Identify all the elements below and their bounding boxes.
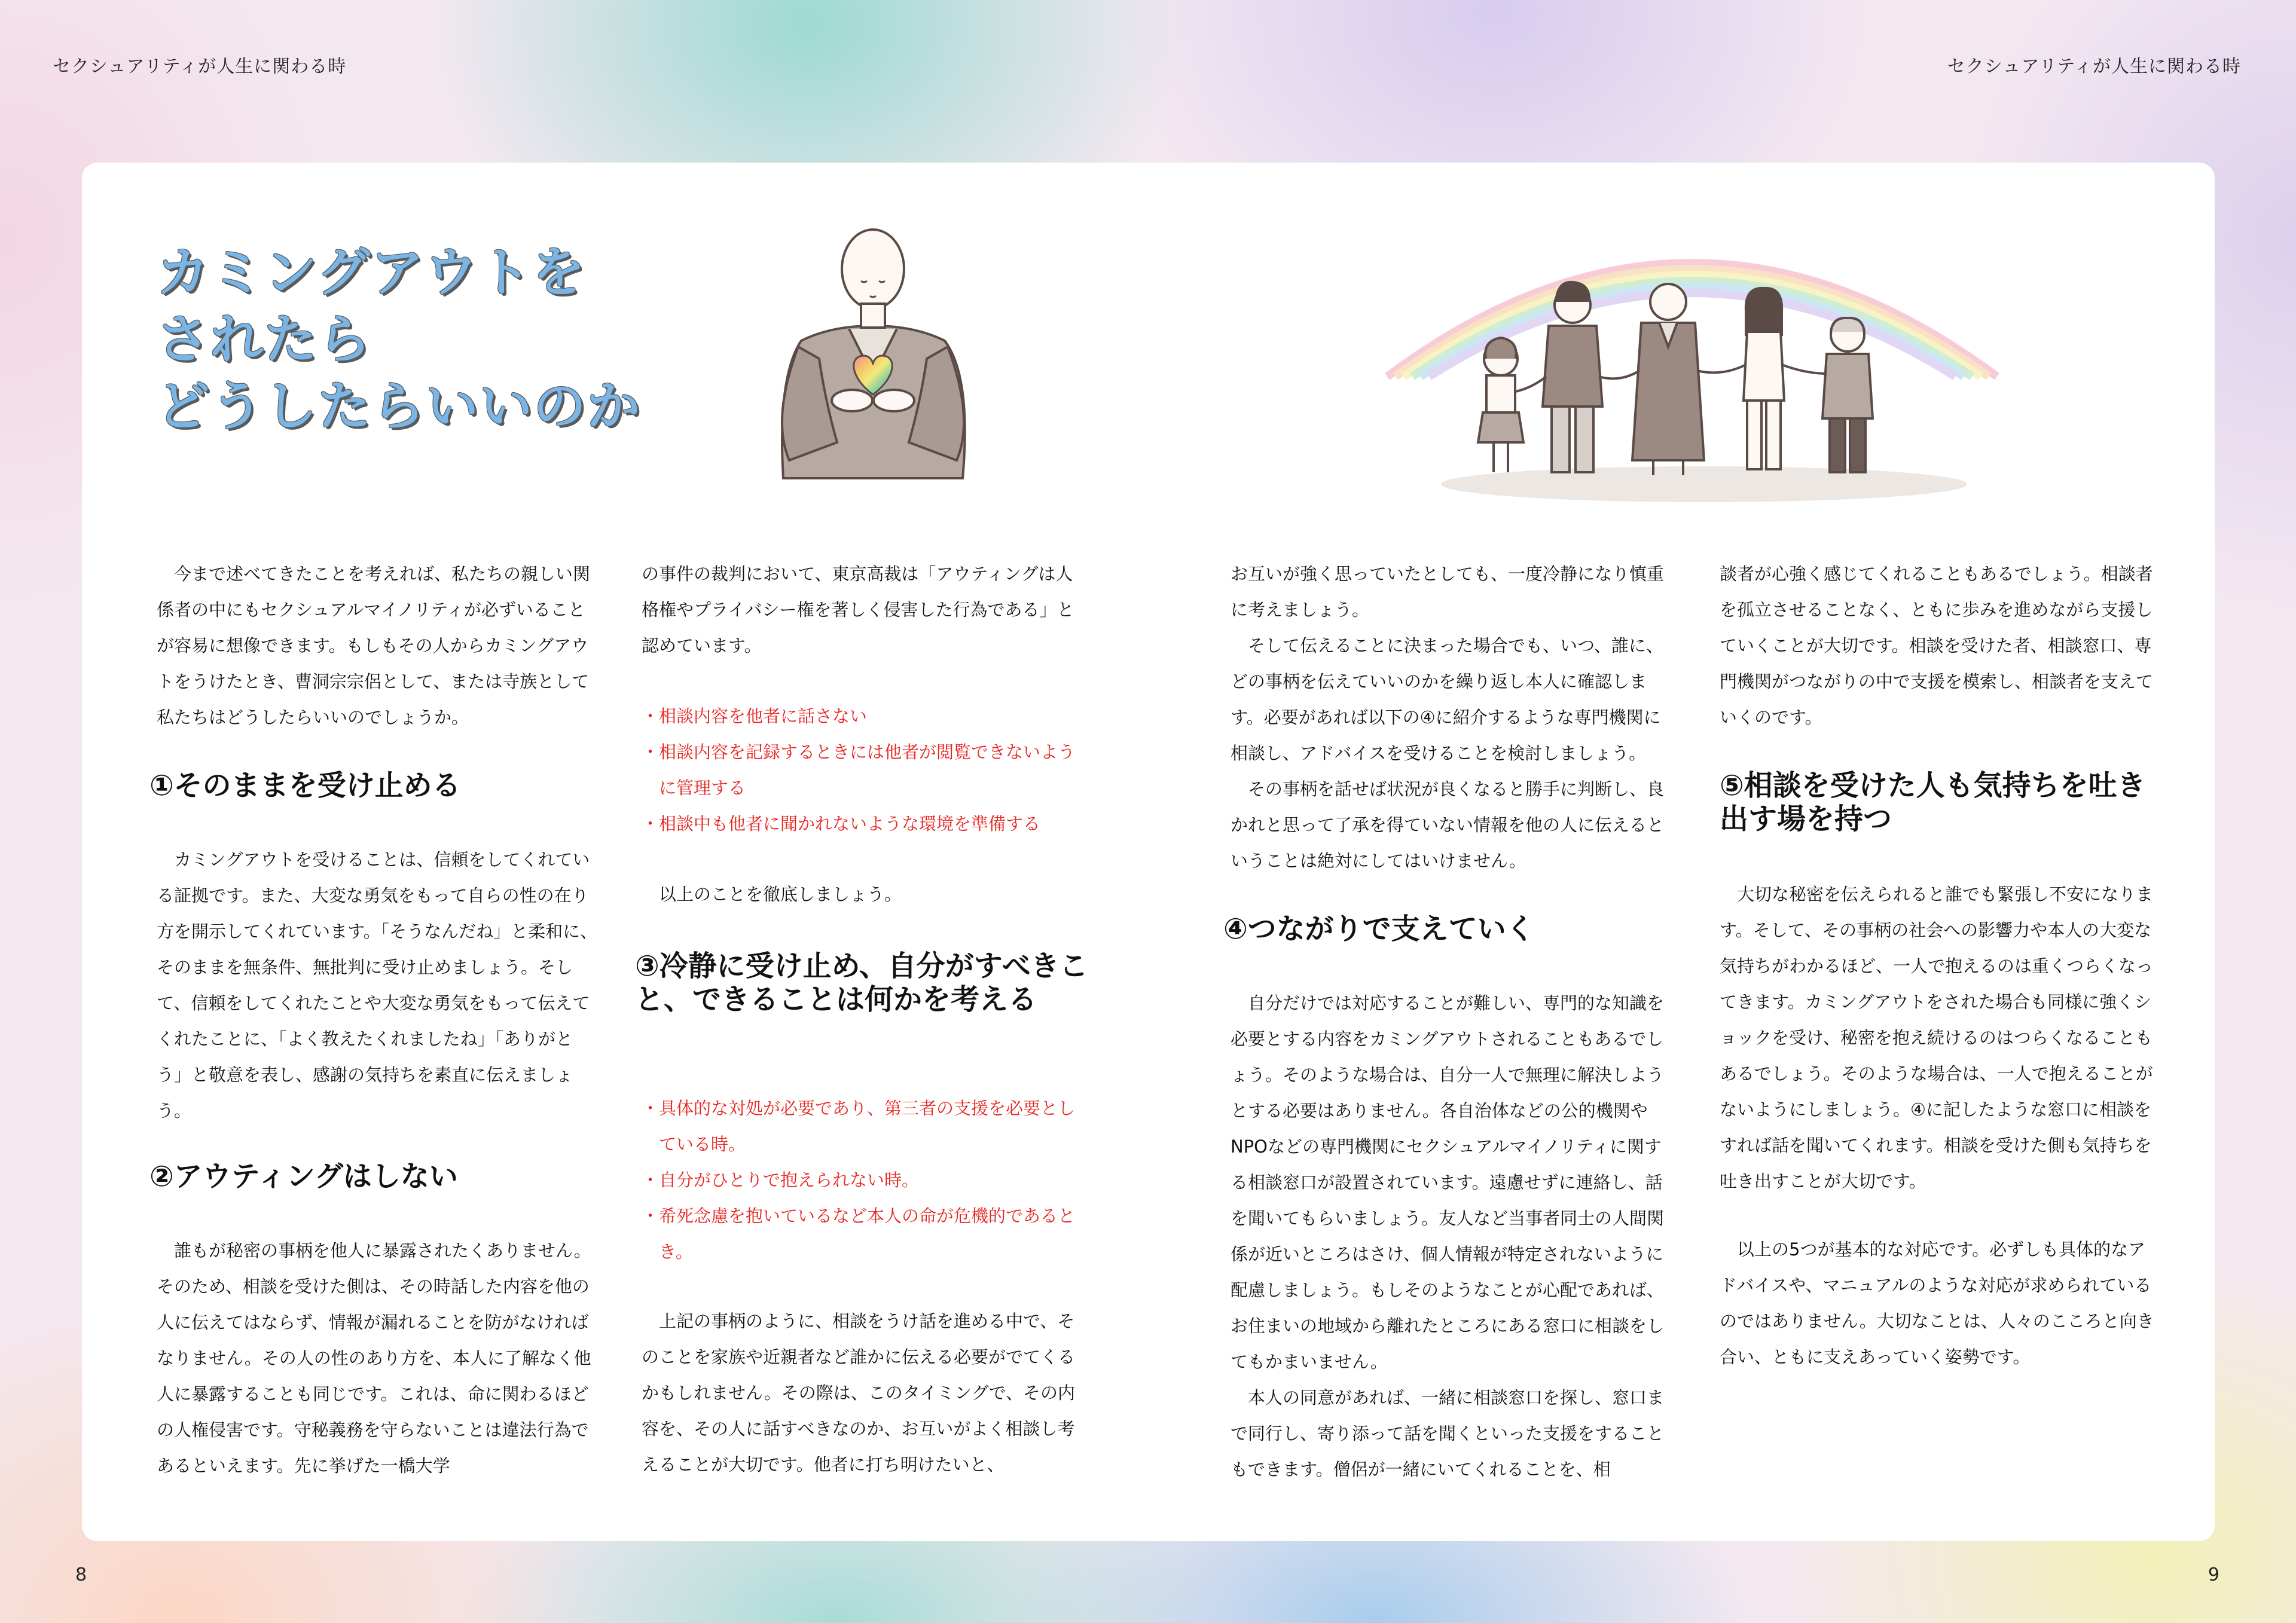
section-3-body-block — [642, 1303, 1083, 1483]
section-3-body-continued-1: お互いが強く思っていたとしても、一度冷静になり慎重に考えましょう。 — [1231, 564, 1665, 620]
situation-item: ・ 自分がひとりで抱えられない時。 — [642, 1162, 1083, 1198]
section-2-body-continued: の事件の裁判において、東京高裁は「アウティングは人格権やプライバシー権を著しく侵害した行為である」と認めています。 — [642, 564, 1074, 656]
section-3-heading: ③冷静に受け止め、自分がすべきこと、できることは何かを考える — [635, 949, 1088, 1016]
section-4-body-continued: 談者が心強く感じてくれることもあるでしょう。相談者を孤立させることなく、ともに歩みを進めながら支援していくことが大切です。相談を受けた者、相談窓口、専門機関がつながりの中で支援を模索し、相談者を支えていくのです。 — [1720, 564, 2154, 728]
section-5-heading: ⑤相談を受けた人も気持ちを吐き出す場を持つ — [1720, 769, 2146, 836]
section-4-continued-block — [1720, 556, 2161, 735]
section-5-closing-block — [1720, 1231, 2161, 1375]
section-4-body-block — [1231, 985, 1672, 1487]
section-1-body-block — [157, 842, 598, 1129]
section-2-heading: ②アウティングはしない — [149, 1160, 458, 1193]
section-1-body: カミングアウトを受けることは、信頼をしてくれている証拠です。また、大変な勇気をもって自らの性の在り方を開示してくれています。「そうなんだね」と柔和に、そのままを無条件、無批判に受け止めましょう。そして、信頼をしてくれたことや大変な勇気をもって伝えてくれたことに、「よく教えたくれましたね」「ありがとう」と敬意を表し、感謝の気持ちを素直に伝えましょう。 — [157, 849, 598, 1121]
section-2-closing: 以上のことを徹底しましょう。 — [659, 884, 902, 904]
section-3-body-continued-3: その事柄を話せば状況が良くなると勝手に判断し、良かれと思って了承を得ていない情報を他の人に伝えるということは絶対にしてはいけません。 — [1231, 779, 1665, 871]
section-4-heading: ④つながりで支えていく — [1223, 912, 1535, 946]
page-number-right: 9 — [2208, 1564, 2219, 1585]
column-1 — [157, 556, 598, 735]
caution-item: ・ 相談中も他者に聞かれないような環境を準備する — [642, 806, 1083, 842]
running-head-left: セクシュアリティが人生に関わる時 — [53, 56, 347, 77]
section-2-continued-block — [642, 556, 1083, 664]
section-2-body: 誰もが秘密の事柄を他人に暴露されたくありません。そのため、相談を受けた側は、その時話した内容を他の人に伝えてはならず、情報が漏れることを防がなければなりません。その人の性のあり方を、本人に了解なく他人に暴露することも同じです。これは、命に関わるほどの人権侵害です。守秘義務を守らないことは違法行為であるといえます。先に挙げた一橋大学 — [157, 1240, 591, 1476]
section-5-body-block — [1720, 876, 2161, 1199]
section-3-continued-block — [1231, 556, 1672, 879]
family-rainbow-illustration — [1369, 221, 2015, 508]
section-5-closing: 以上の5つが基本的な対応です。必ずしも具体的なアドバイスや、マニュアルのような対応が求められているのではありません。大切なことは、人々のこころと向き合い、ともに支えあっていく姿勢です。 — [1720, 1239, 2154, 1367]
section-3-body-continued-2: そして伝えることに決まった場合でも、いつ、誰に、どの事柄を伝えていいのかを繰り返し本人に確認します。必要があれば以下の④に紹介するような専門機関に相談し、アドバイスを受けることを検討しましょう。 — [1231, 635, 1663, 763]
page-title: カミングアウトを されたら どうしたらいいのか — [157, 242, 642, 437]
section-2-closing-block — [642, 876, 1083, 912]
section-3-situation-list — [642, 1090, 1083, 1270]
section-4-body-1: 自分だけでは対応することが難しい、専門的な知識を必要とする内容をカミングアウトされることもあるでしょう。そのような場合は、自分一人で無理に解決しようとする必要はありません。各自治体などの公的機関やNPOなどの専門機関にセクシュアルマイノリティに関する相談窓口が設置されています。遠慮せずに連絡し、話を聞いてもらいましょう。友人など当事者同士の人間関係が近いところはさけ、個人情報が特定されないように配慮しましょう。もしそのようなことが心配であれば、お住まいの地域から離れたところにある窓口に相談をしてもかまいません。 — [1231, 993, 1665, 1372]
page-number-left: 8 — [75, 1564, 87, 1585]
intro-paragraph: 今まで述べてきたことを考えれば、私たちの親しい関係者の中にもセクシュアルマイノリティが必ずいることが容易に想像できます。もしもその人からカミングアウトをうけたとき、曹洞宗宗侶として、または寺族として私たちはどうしたらいいのでしょうか。 — [157, 564, 591, 728]
section-5-body: 大切な秘密を伝えられると誰でも緊張し不安になります。そして、その事柄の社会への影響力や本人の大変な気持ちがわかるほど、一人で抱えるのは重くつらくなってきます。カミングアウトをされた場合も同様に強くショックを受け、秘密を抱え続けるのはつらくなることもあるでしょう。そのような場合は、一人で抱えることがないようにしましょう。④に記したような窓口に相談をすれば話を聞いてくれます。相談を受けた側も気持ちを吐き出すことが大切です。 — [1720, 884, 2154, 1191]
section-1-heading: ①そのままを受け止める — [149, 769, 461, 802]
section-2-caution-list — [642, 698, 1083, 842]
monk-illustration — [765, 221, 981, 496]
section-2-body-block — [157, 1233, 598, 1484]
situation-item: ・ 希死念慮を抱いているなど本人の命が危機的であるとき。 — [642, 1198, 1083, 1270]
section-4-body-2: 本人の同意があれば、一緒に相談窓口を探し、窓口まで同行し、寄り添って話を聞くといった支援をすることもできます。僧侶が一緒にいてくれることを、相 — [1231, 1387, 1665, 1480]
running-head-right: セクシュアリティが人生に関わる時 — [1947, 56, 2241, 77]
section-3-body: 上記の事柄のように、相談をうけ話を進める中で、そのことを家族や近親者など誰かに伝える必要がでてくるかもしれません。その際は、このタイミングで、その内容を、その人に話すべきなのか、お互いがよく相談し考えることが大切です。他者に打ち明けたいと、 — [642, 1311, 1076, 1475]
caution-item: ・ 相談内容を他者に話さない — [642, 698, 1083, 734]
situation-item: ・ 具体的な対処が必要であり、第三者の支援を必要としている時。 — [642, 1090, 1083, 1162]
caution-item: ・ 相談内容を記録するときには他者が閲覧できないように管理する — [642, 734, 1083, 806]
